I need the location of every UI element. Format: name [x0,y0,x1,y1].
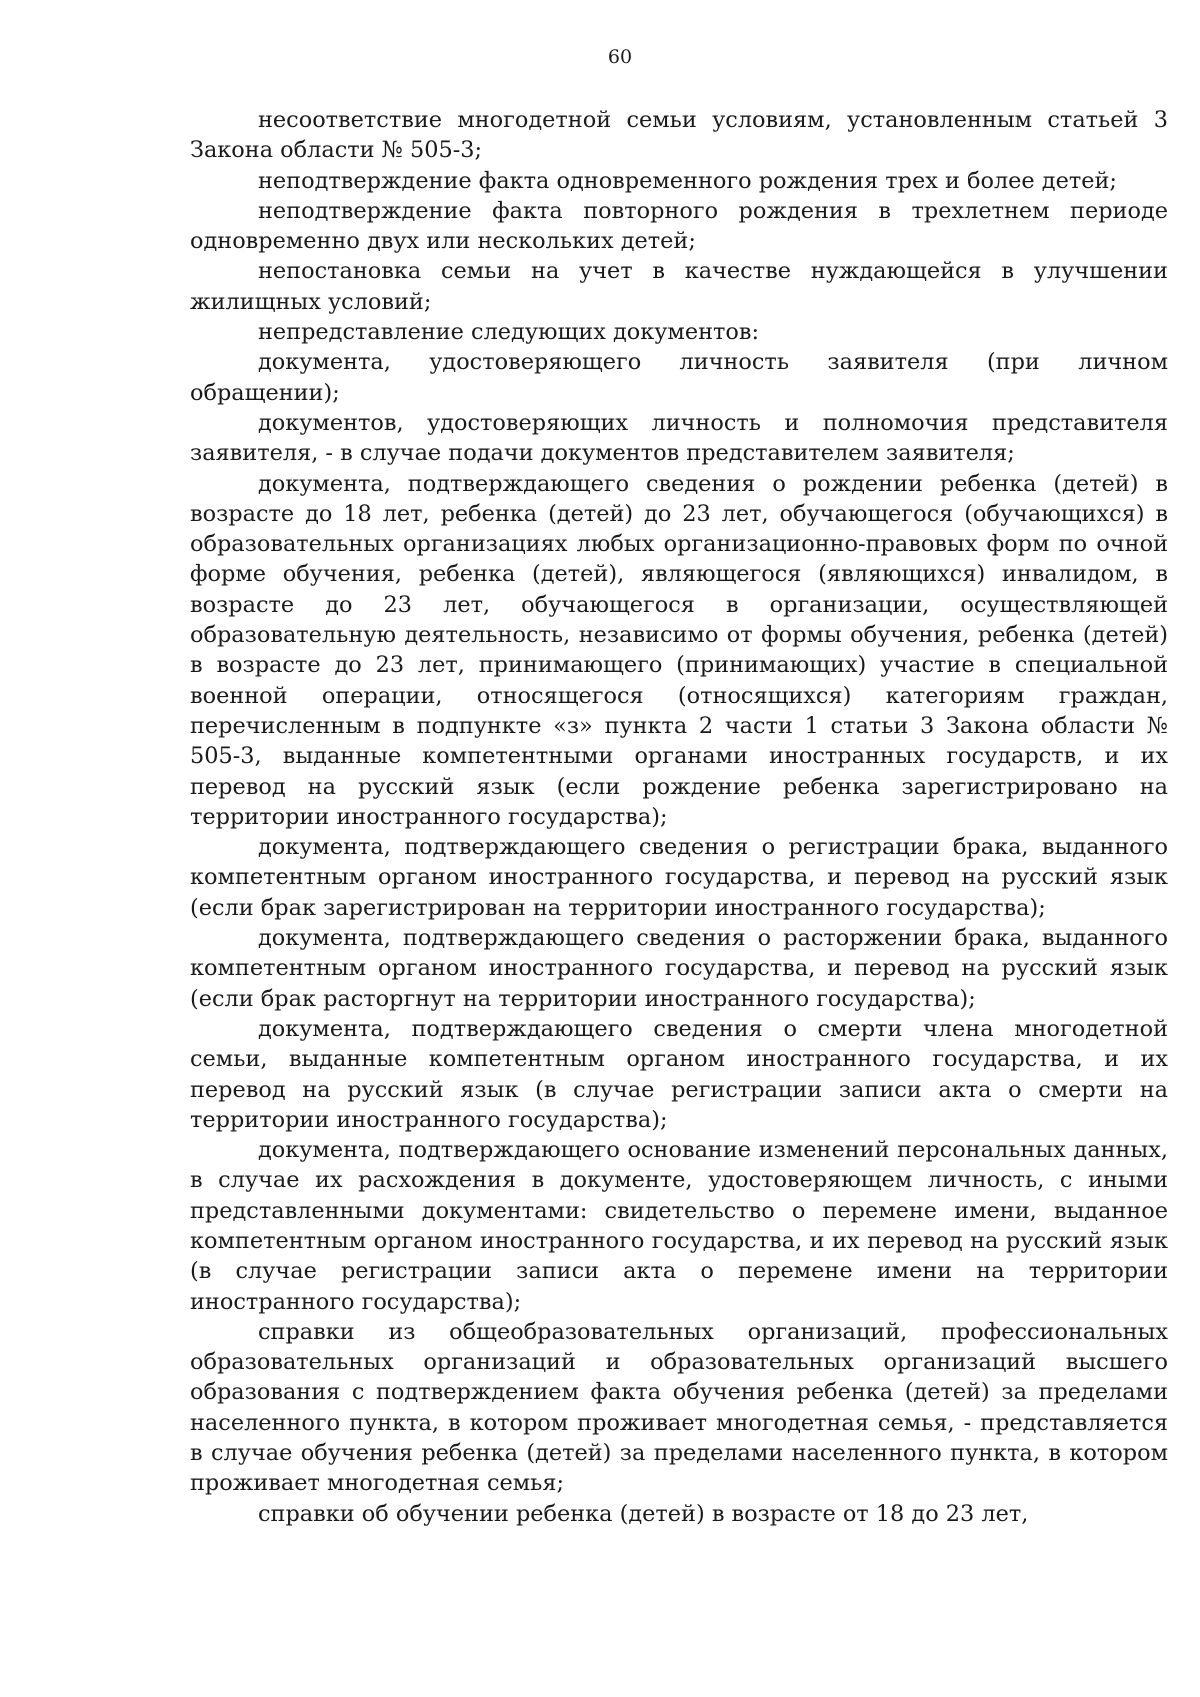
paragraph: справки из общеобразовательных организаций, профессиональных образовательных организаций и образовательных организаций высшего образования с подтверждением факта обучения ребенка (детей) за пределами населенного пункта, в котором проживает многодетная семья, - представляется в случае обучения ребенка (детей) за пределами населенного пункта, в котором проживает многодетная семья; [190,1318,1168,1497]
paragraph: документа, подтверждающего сведения о смерти члена многодетной семьи, выданные компетентным органом иностранного государства, и их перевод на русский язык (в случае регистрации записи акта о смерти на территории иностранного государства); [190,1015,1168,1133]
paragraph: документа, подтверждающего основание изменений персональных данных, в случае их расхождения в документе, удостоверяющем личность, с иными представленными документами: свидетельство о перемене имени, выданное компетентным органом иностранного государства, и их перевод на русский язык (в случае регистрации записи акта о перемене имени на территории иностранного государства); [190,1137,1168,1315]
paragraph: документа, подтверждающего сведения о расторжении брака, выданного компетентным органом иностранного государства, и перевод на русский язык (если брак расторгнут на территории иностранного государства); [190,925,1168,1012]
paragraph: непредставление следующих документов: [258,319,760,346]
paragraph: непостановка семьи на учет в качестве нуждающейся в улучшении жилищных условий; [190,258,1168,315]
paragraph: неподтверждение факта повторного рождения в трехлетнем периоде одновременно двух или нескольких детей; [190,197,1168,255]
page-number: 60 [607,46,633,68]
paragraph: документа, подтверждающего сведения о регистрации брака, выданного компетентным органом иностранного государства, и перевод на русский язык (если брак зарегистрирован на территории иностранного государства); [190,834,1168,921]
paragraph: документа, удостоверяющего личность заявителя (при личном обращении); [190,349,1168,406]
paragraph: несоответствие многодетной семьи условиям, установленным статьей 3 Закона области № 505-3; [190,107,1168,164]
paragraph: документов, удостоверяющих личность и полномочия представителя заявителя, - в случае подачи документов представителем заявителя; [190,409,1168,467]
document-body [190,105,1168,1529]
paragraph: документа, подтверждающего сведения о рождении ребенка (детей) в возрасте до 18 лет, ребенка (детей) до 23 лет, обучающегося (обучающихся) в образовательных организациях любых организационно-правовых форм по очной форме обучения, ребенка (детей), являющегося (являющихся) инвалидом, в возрасте до 23 лет, обучающегося в организации, осуществляющей образовательную деятельность, независимо от формы обучения, ребенка (детей) в возрасте до 23 лет, принимающего (принимающих) участие в специальной военной операции, относящегося (относящихся) категориям граждан, перечисленным в подпункте «з» пункта 2 части 1 статьи 3 Закона области № 505-3, выданные компетентными органами иностранных государств, и их перевод на русский язык (если рождение ребенка зарегистрировано на территории иностранного государства); [190,470,1168,830]
paragraph: справки об обучении ребенка (детей) в возрасте от 18 до 23 лет, [258,1500,1029,1527]
paragraph: неподтверждение факта одновременного рождения трех и более детей; [258,167,1117,194]
